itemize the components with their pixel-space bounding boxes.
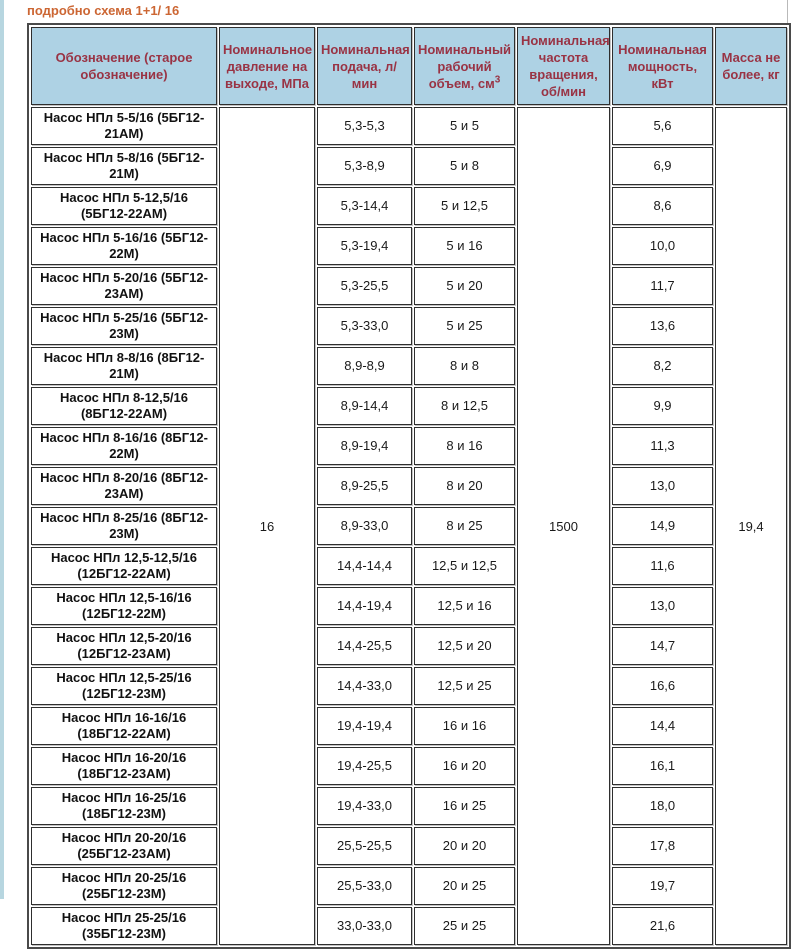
volume-cell: 12,5 и 16 — [414, 587, 515, 625]
flow-cell: 14,4-19,4 — [317, 587, 412, 625]
power-cell: 13,0 — [612, 587, 713, 625]
pumps-spec-table — [27, 23, 791, 949]
flow-cell: 5,3-14,4 — [317, 187, 412, 225]
table-row — [31, 907, 787, 945]
volume-cell: 12,5 и 12,5 — [414, 547, 515, 585]
pump-name-cell: Насос НПл 16-20/16 (18БГ12-23АМ) — [31, 747, 217, 785]
flow-cell: 5,3-33,0 — [317, 307, 412, 345]
pump-name-cell: Насос НПл 5-12,5/16 (5БГ12-22АМ) — [31, 187, 217, 225]
pressure-merged-cell: 16 — [219, 107, 315, 945]
pump-name-cell: Насос НПл 20-25/16 (25БГ12-23М) — [31, 867, 217, 905]
flow-cell: 14,4-14,4 — [317, 547, 412, 585]
table-row — [31, 747, 787, 785]
page-title: подробно схема 1+1/ 16 — [27, 3, 180, 18]
column-header: Номинальная частота вращения, об/мин — [517, 27, 610, 105]
table-row — [31, 587, 787, 625]
volume-cell: 8 и 12,5 — [414, 387, 515, 425]
power-cell: 13,0 — [612, 467, 713, 505]
table-row — [31, 187, 787, 225]
volume-cell: 8 и 25 — [414, 507, 515, 545]
volume-cell: 25 и 25 — [414, 907, 515, 945]
volume-cell: 5 и 8 — [414, 147, 515, 185]
table-row — [31, 307, 787, 345]
flow-cell: 19,4-19,4 — [317, 707, 412, 745]
table-row — [31, 627, 787, 665]
pump-name-cell: Насос НПл 16-16/16 (18БГ12-22АМ) — [31, 707, 217, 745]
volume-cell: 16 и 16 — [414, 707, 515, 745]
column-header: Обозначение (старое обозначение) — [31, 27, 217, 105]
power-cell: 8,6 — [612, 187, 713, 225]
page-left-edge — [0, 0, 4, 899]
speed-merged-cell: 1500 — [517, 107, 610, 945]
table-row — [31, 827, 787, 865]
pump-name-cell: Насос НПл 5-20/16 (5БГ12-23АМ) — [31, 267, 217, 305]
column-header: Масса не более, кг — [715, 27, 787, 105]
flow-cell: 5,3-5,3 — [317, 107, 412, 145]
flow-cell: 8,9-19,4 — [317, 427, 412, 465]
pump-name-cell: Насос НПл 5-8/16 (5БГ12-21М) — [31, 147, 217, 185]
flow-cell: 19,4-25,5 — [317, 747, 412, 785]
flow-cell: 25,5-25,5 — [317, 827, 412, 865]
flow-cell: 5,3-25,5 — [317, 267, 412, 305]
table-header-row — [31, 27, 787, 105]
power-cell: 14,9 — [612, 507, 713, 545]
table-row — [31, 667, 787, 705]
pump-name-cell: Насос НПл 8-8/16 (8БГ12-21М) — [31, 347, 217, 385]
volume-cell: 8 и 8 — [414, 347, 515, 385]
pump-name-cell: Насос НПл 5-25/16 (5БГ12-23М) — [31, 307, 217, 345]
volume-cell: 5 и 5 — [414, 107, 515, 145]
table-row — [31, 427, 787, 465]
pump-name-cell: Насос НПл 5-16/16 (5БГ12-22М) — [31, 227, 217, 265]
power-cell: 18,0 — [612, 787, 713, 825]
pump-name-cell: Насос НПл 16-25/16 (18БГ12-23М) — [31, 787, 217, 825]
flow-cell: 14,4-33,0 — [317, 667, 412, 705]
power-cell: 9,9 — [612, 387, 713, 425]
volume-cell: 5 и 12,5 — [414, 187, 515, 225]
power-cell: 14,4 — [612, 707, 713, 745]
power-cell: 17,8 — [612, 827, 713, 865]
volume-cell: 16 и 25 — [414, 787, 515, 825]
flow-cell: 25,5-33,0 — [317, 867, 412, 905]
power-cell: 6,9 — [612, 147, 713, 185]
volume-cell: 12,5 и 25 — [414, 667, 515, 705]
flow-cell: 8,9-33,0 — [317, 507, 412, 545]
power-cell: 21,6 — [612, 907, 713, 945]
volume-cell: 20 и 20 — [414, 827, 515, 865]
table-row — [31, 707, 787, 745]
pump-name-cell: Насос НПл 8-25/16 (8БГ12-23М) — [31, 507, 217, 545]
volume-cell: 5 и 20 — [414, 267, 515, 305]
table-row — [31, 467, 787, 505]
pump-name-cell: Насос НПл 8-16/16 (8БГ12-22М) — [31, 427, 217, 465]
table-row — [31, 547, 787, 585]
flow-cell: 33,0-33,0 — [317, 907, 412, 945]
column-header: Номинальная мощность, кВт — [612, 27, 713, 105]
flow-cell: 8,9-14,4 — [317, 387, 412, 425]
table-row — [31, 867, 787, 905]
pump-name-cell: Насос НПл 8-20/16 (8БГ12-23АМ) — [31, 467, 217, 505]
power-cell: 10,0 — [612, 227, 713, 265]
volume-cell: 12,5 и 20 — [414, 627, 515, 665]
superscript: 3 — [494, 74, 501, 86]
volume-cell: 8 и 16 — [414, 427, 515, 465]
power-cell: 13,6 — [612, 307, 713, 345]
power-cell: 16,1 — [612, 747, 713, 785]
table-row — [31, 267, 787, 305]
pump-name-cell: Насос НПл 25-25/16 (35БГ12-23М) — [31, 907, 217, 945]
power-cell: 19,7 — [612, 867, 713, 905]
flow-cell: 19,4-33,0 — [317, 787, 412, 825]
table-row — [31, 507, 787, 545]
power-cell: 8,2 — [612, 347, 713, 385]
mass-merged-cell: 19,4 — [715, 107, 787, 945]
volume-cell: 5 и 16 — [414, 227, 515, 265]
flow-cell: 14,4-25,5 — [317, 627, 412, 665]
column-header: Номинальная подача, л/ мин — [317, 27, 412, 105]
table-row — [31, 227, 787, 265]
table-row — [31, 787, 787, 825]
volume-cell: 20 и 25 — [414, 867, 515, 905]
volume-cell: 16 и 20 — [414, 747, 515, 785]
pump-name-cell: Насос НПл 5-5/16 (5БГ12-21АМ) — [31, 107, 217, 145]
volume-cell: 8 и 20 — [414, 467, 515, 505]
power-cell: 5,6 — [612, 107, 713, 145]
table-row — [31, 147, 787, 185]
table-row — [31, 107, 787, 145]
flow-cell: 5,3-19,4 — [317, 227, 412, 265]
table-row — [31, 347, 787, 385]
power-cell: 11,6 — [612, 547, 713, 585]
pump-name-cell: Насос НПл 12,5-20/16 (12БГ12-23АМ) — [31, 627, 217, 665]
power-cell: 16,6 — [612, 667, 713, 705]
content-area — [27, 0, 791, 949]
pump-name-cell: Насос НПл 8-12,5/16 (8БГ12-22АМ) — [31, 387, 217, 425]
table-row — [31, 387, 787, 425]
pump-name-cell: Насос НПл 12,5-12,5/16 (12БГ12-22АМ) — [31, 547, 217, 585]
pump-name-cell: Насос НПл 12,5-25/16 (12БГ12-23М) — [31, 667, 217, 705]
flow-cell: 8,9-8,9 — [317, 347, 412, 385]
column-header: Номинальное давление на выходе, МПа — [219, 27, 315, 105]
volume-cell: 5 и 25 — [414, 307, 515, 345]
power-cell: 14,7 — [612, 627, 713, 665]
power-cell: 11,3 — [612, 427, 713, 465]
flow-cell: 5,3-8,9 — [317, 147, 412, 185]
pump-name-cell: Насос НПл 12,5-16/16 (12БГ12-22М) — [31, 587, 217, 625]
pump-name-cell: Насос НПл 20-20/16 (25БГ12-23АМ) — [31, 827, 217, 865]
flow-cell: 8,9-25,5 — [317, 467, 412, 505]
column-header: Номинальный рабочий объем, $см^3$ — [414, 27, 515, 105]
power-cell: 11,7 — [612, 267, 713, 305]
